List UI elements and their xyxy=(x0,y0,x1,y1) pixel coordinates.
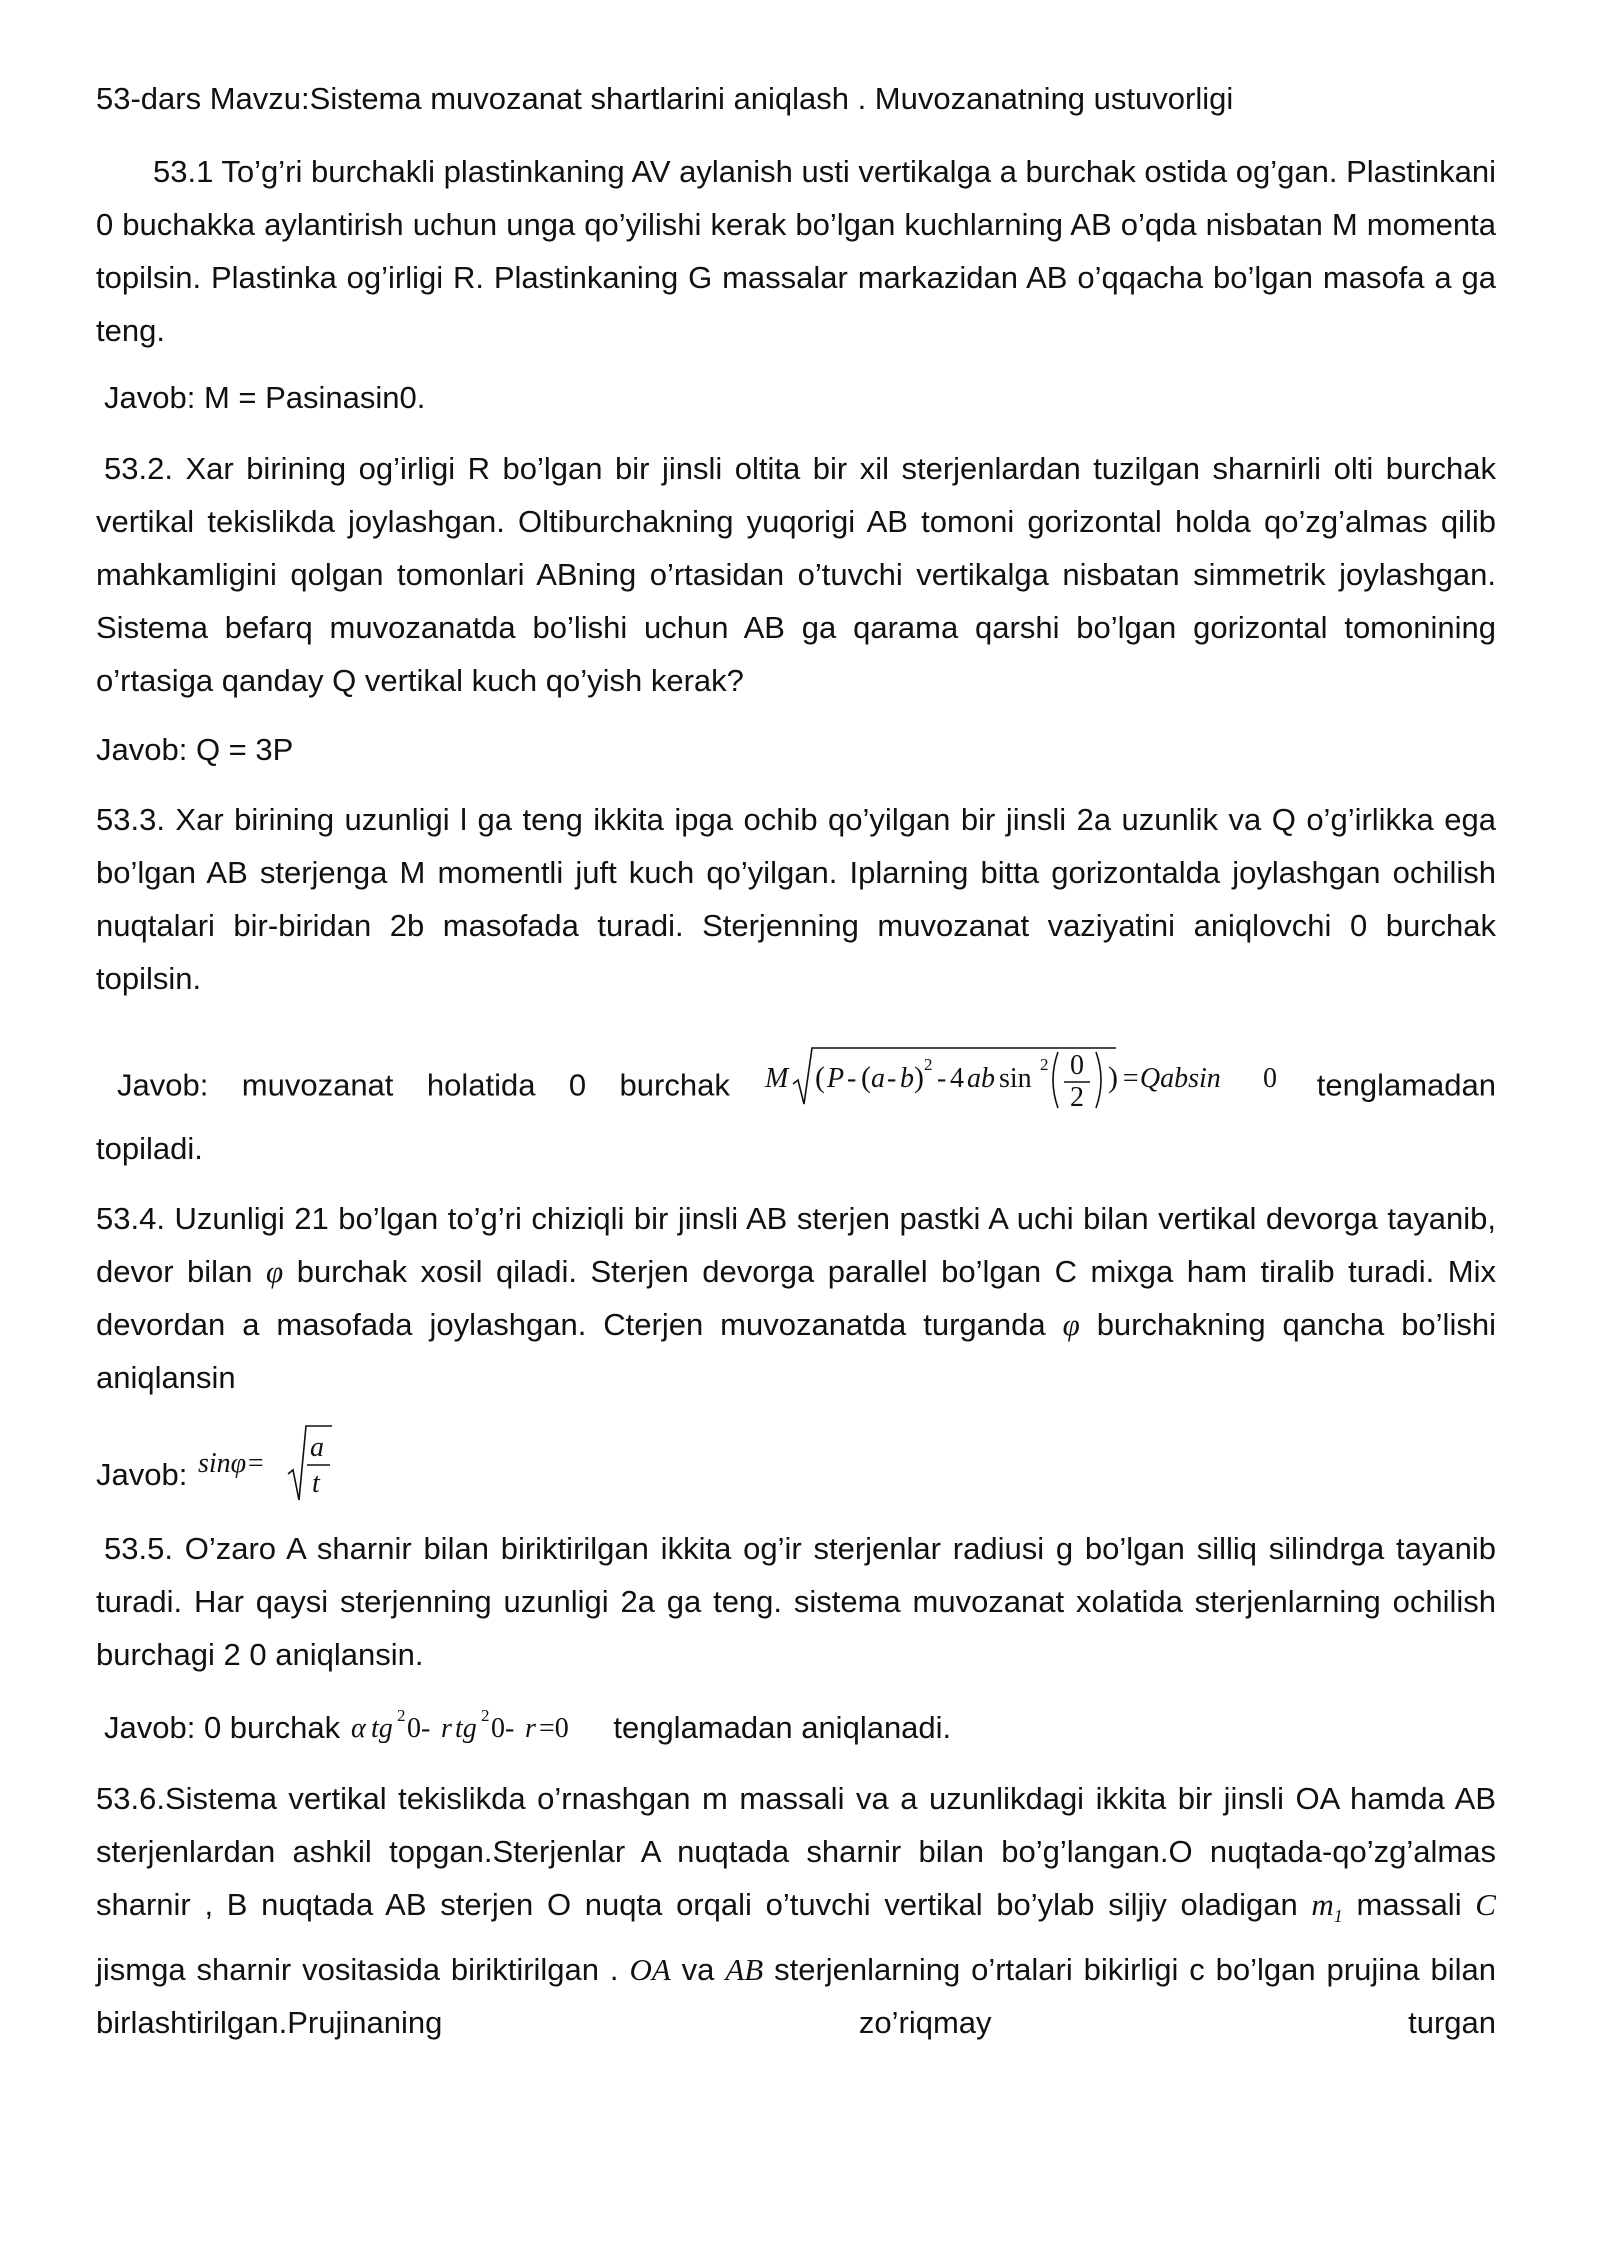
formula-exponent: 2 xyxy=(480,1706,490,1725)
formula-term: 0- xyxy=(406,1713,431,1744)
formula-alpha: α xyxy=(350,1713,366,1744)
formula-rhs: =Qabsin xyxy=(1121,1063,1222,1094)
formula-lhs: sinφ= xyxy=(197,1448,266,1479)
formula-exponent: 2 xyxy=(1040,1055,1049,1074)
problem-53-4-text: 53.4. Uzunligi 21 bo’lgan to’g’ri chiziqli bir jinsli AB sterjen pastki A uchi bilan vertikal devorga tayanib, devor bilan xyxy=(96,1201,1496,1289)
problem-53-5: 53.5. O’zaro A sharnir bilan biriktirilgan ikkita og’ir sterjenlar radiusi g bo’lgan silliq silindrga tayanib turadi. Har qaysi sterjenning uzunligi 2a ga teng. sistema muvozanat xolatida sterjenlarning ochilish burchagi 2 0 aniqlansin. xyxy=(96,1531,1496,1672)
svg-text:(: ( xyxy=(861,1061,872,1094)
answer-53-3-tail: topiladi. xyxy=(96,1131,203,1166)
formula-minus: - xyxy=(887,1063,897,1094)
formula-b: b xyxy=(900,1063,915,1094)
phi-symbol: φ xyxy=(1062,1307,1080,1342)
formula-sin: sin xyxy=(999,1063,1032,1094)
formula-ab: ab xyxy=(967,1063,996,1094)
formula-minus: - xyxy=(847,1063,857,1094)
problem-53-6 xyxy=(96,1772,1496,2049)
formula-r: r xyxy=(524,1713,536,1744)
svg-text:(: ( xyxy=(815,1061,826,1094)
problem-53-1: 53.1 To’g’ri burchakli plastinkaning AV aylanish usti vertikalga a burchak ostida og’gan. Plastinkani 0 buchakka aylantirish uchun unga qo’yilishi kerak bo’lgan kuchlarning AB o’qda nisbatan M momenta topilsin. Plastinka og’irligi R. Plastinkaning G massalar markazidan AB o’qqacha bo’lgan masofa a ga teng. xyxy=(96,154,1496,348)
equilibrium-formula xyxy=(763,1040,1283,1135)
formula-term: 0- xyxy=(490,1713,515,1744)
answer-53-4-label: Javob: xyxy=(96,1457,188,1493)
svg-text:): ) xyxy=(914,1061,925,1094)
lesson-title: 53-dars Mavzu:Sistema muvozanat shartlarini aniqlash . Muvozanatning ustuvorligi xyxy=(96,81,1234,116)
answer-53-3-intro: Javob: muvozanat holatida 0 burchak xyxy=(117,1067,730,1103)
tangent-formula xyxy=(349,1701,605,1754)
m1-letter: m xyxy=(1311,1887,1334,1922)
answer-53-3-suffix: tenglamadan xyxy=(1316,1067,1497,1103)
sin-phi-formula xyxy=(196,1420,336,1534)
problem-53-4-text: burchak xosil qiladi. Sterjen devorga parallel bo’lgan C mixga ham tiralib turadi. Mix devordan a masofada joylashgan. Cterjen muvozanatda turganda xyxy=(96,1254,1496,1342)
answer-53-4 xyxy=(96,1420,336,1534)
problem-53-6-text: jismga sharnir vositasida biriktirilgan . xyxy=(96,1952,619,1988)
formula-denominator: t xyxy=(311,1468,320,1499)
answer-53-5 xyxy=(104,1701,951,1754)
phi-symbol: φ xyxy=(266,1254,284,1289)
oa-symbol: OA xyxy=(629,1952,671,1988)
problem-53-3: 53.3. Xar birining uzunligi l ga teng ikkita ipga ochib qo’yilgan bir jinsli 2a uzunlik va Q o’g’irlikka ega bo’lgan AB sterjenga M momentli juft kuch qo’yilgan. Iplarning bitta gorizontalda joylashgan ochilish nuqtalari bir-biridan 2b masofada turadi. Sterjenning muvozanat vaziyatini aniqlovchi 0 burchak topilsin. xyxy=(96,802,1496,996)
problem-53-6-text: sterjenlarning o’rtalari bikirligi c bo’lgan prujina bilan birlashtirilgan.Prujinaning zo’riqmay turgan xyxy=(96,1952,1496,2041)
tangent-formula-svg xyxy=(349,1703,605,1747)
answer-53-5-intro: Javob: 0 burchak xyxy=(104,1710,341,1745)
formula-m: M xyxy=(765,1063,789,1094)
formula-a: a xyxy=(871,1063,886,1094)
answer-53-1: Javob: M = Pasinasin0. xyxy=(104,380,426,415)
formula-numerator: 0 xyxy=(1070,1050,1085,1081)
formula-exponent: 2 xyxy=(924,1055,933,1074)
m1-subscript: 1 xyxy=(1333,1906,1343,1927)
problem-53-4-text: burchakning qancha bo’lishi aniqlansin xyxy=(96,1307,1496,1395)
c-symbol: C xyxy=(1475,1887,1496,1922)
equilibrium-formula-svg xyxy=(763,1040,1283,1112)
problem-53-6-text: va xyxy=(681,1952,715,1988)
formula-denominator: 2 xyxy=(1070,1082,1085,1112)
formula-zero: 0 xyxy=(1263,1063,1278,1094)
sin-phi-formula-svg xyxy=(196,1420,336,1504)
answer-53-3 xyxy=(117,1040,1496,1135)
formula-numerator: a xyxy=(309,1432,324,1463)
problem-53-2: 53.2. Xar birining og’irligi R bo’lgan bir jinsli oltita bir xil sterjenlardan tuzilgan sharnirli olti burchak vertikal tekislikda joylashgan. Oltiburchakning yuqorigi AB tomoni gorizontal holda qo’zg’almas qilib mahkamligini qolgan tomonlari ABning o’rtasidan o’tuvchi vertikalga nisbatan simmetrik joylashgan. Sistema befarq muvozanatda bo’lishi uchun AB ga qarama qarshi bo’lgan gorizontal tomonining o’rtasiga qanday Q vertikal kuch qo’yish kerak? xyxy=(96,451,1496,698)
formula-minus: - xyxy=(937,1063,947,1094)
ab-symbol: AB xyxy=(725,1952,764,1988)
svg-text:): ) xyxy=(1108,1061,1119,1094)
problem-53-6-text: massali xyxy=(1356,1887,1462,1922)
formula-tg: tg xyxy=(454,1713,477,1744)
formula-exponent: 2 xyxy=(396,1706,406,1725)
problem-53-6-text: 53.6.Sistema vertikal tekislikda o’rnashgan m massali va a uzunlikdagi ikkita bir jinsli OA hamda AB sterjenlardan ashkil topgan.Sterjenlar A nuqtada sharnir bilan bo’g’langan.O nuqtada-qo’zg’almas sharnir , B nuqtada AB sterjen O nuqta orqali o’tuvchi vertikal bo’ylab siljiy oladigan xyxy=(96,1781,1496,1922)
formula-coefficient: 4 xyxy=(950,1063,965,1094)
answer-53-2: Javob: Q = 3P xyxy=(96,732,294,767)
answer-53-5-suffix: tenglamadan aniqlanadi. xyxy=(613,1710,952,1745)
formula-p: P xyxy=(827,1063,845,1094)
formula-tg: tg xyxy=(370,1713,393,1744)
formula-r: r xyxy=(440,1713,452,1744)
m1-symbol xyxy=(1311,1887,1343,1927)
problem-53-4 xyxy=(96,1192,1496,1404)
formula-term: =0 xyxy=(538,1713,569,1744)
